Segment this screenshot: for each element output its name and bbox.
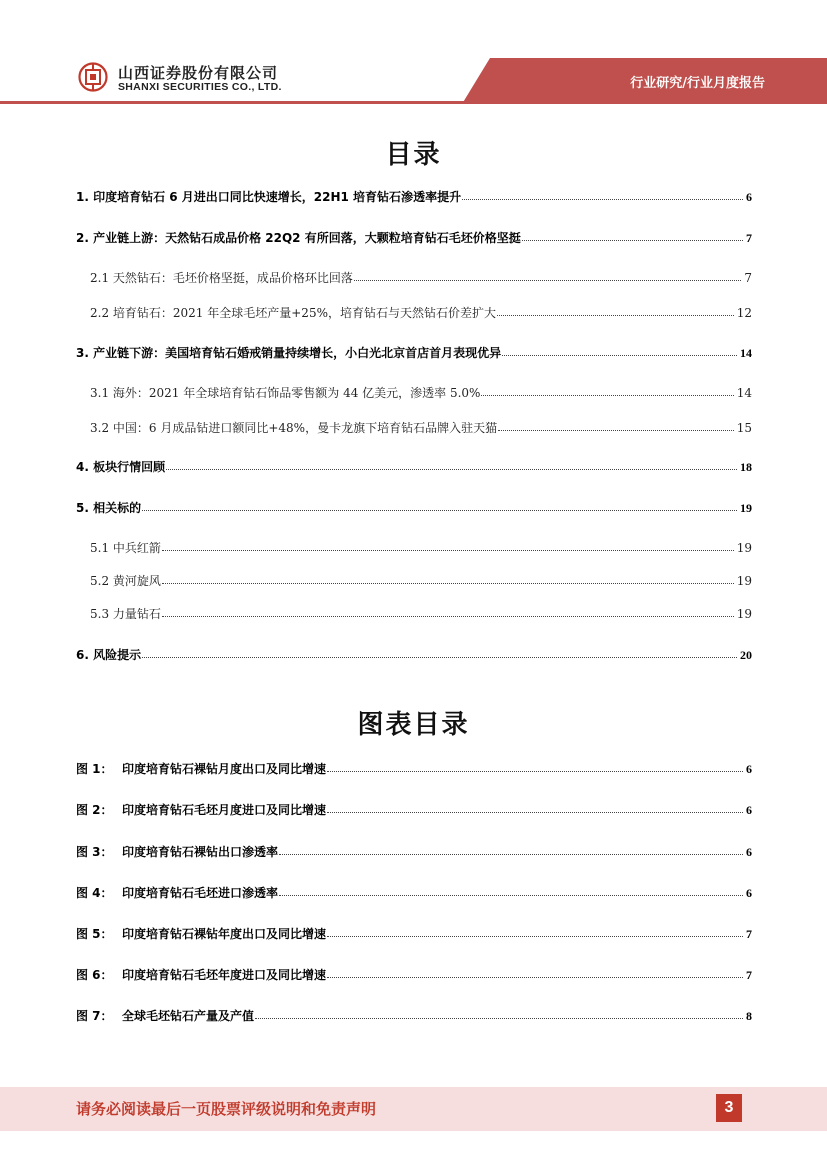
figure-page: 6 <box>746 886 752 900</box>
toc-item-label: 2.1 天然钻石：毛坯价格坚挺，成品价格环比回落 <box>90 271 353 285</box>
toc-subitem[interactable] <box>90 269 752 287</box>
toc-item-label: 5. 相关标的 <box>76 501 142 515</box>
toc-item-page: 14 <box>740 346 752 360</box>
toc-item-page: 19 <box>736 541 752 555</box>
toc-item-page: 15 <box>736 421 752 435</box>
figure-number: 图 6： <box>76 968 113 982</box>
toc-subitem[interactable] <box>90 304 752 322</box>
toc-item-label: 5.3 力量钻石 <box>90 607 161 621</box>
toc-item[interactable] <box>76 188 752 206</box>
leader-dots <box>481 384 733 396</box>
figure-page: 7 <box>746 927 752 941</box>
leader-dots <box>327 760 743 772</box>
toc-item-label: 3. 产业链下游：美国培育钻石婚戒销量持续增长，小白光北京首店首月表现优异 <box>76 346 502 360</box>
leader-dots <box>327 966 743 978</box>
toc-item-page: 19 <box>736 574 752 588</box>
figure-label: 全球毛坯钻石产量及产值 <box>122 1009 255 1023</box>
toc-item-label: 4. 板块行情回顾 <box>76 460 166 474</box>
figure-label: 印度培育钻石裸钻年度出口及同比增速 <box>122 927 327 941</box>
leader-dots <box>502 344 737 356</box>
toc-subitem[interactable] <box>90 605 752 623</box>
page-number: 3 <box>716 1094 742 1122</box>
toc-item-page: 14 <box>736 386 752 400</box>
leader-dots <box>142 646 737 658</box>
leader-dots <box>327 801 743 813</box>
figure-label: 印度培育钻石裸钻月度出口及同比增速 <box>122 762 327 776</box>
figure-item[interactable] <box>76 966 752 984</box>
toc-item[interactable] <box>76 646 752 664</box>
leader-dots <box>162 605 734 617</box>
footer-disclaimer: 请务必阅读最后一页股票评级说明和免责声明 <box>76 1100 377 1118</box>
leader-dots <box>522 229 743 241</box>
leader-dots <box>354 269 741 281</box>
toc-item-label: 2.2 培育钻石：2021 年全球毛坯产量+25%，培育钻石与天然钻石价差扩大 <box>90 306 496 320</box>
company-name-en: SHANXI SECURITIES CO., LTD. <box>118 81 282 93</box>
toc-item-label: 2. 产业链上游：天然钻石成品价格 22Q2 有所回落，大颗粒培育钻石毛坯价格坚挺 <box>76 231 521 245</box>
toc-item[interactable] <box>76 458 752 476</box>
figure-item[interactable] <box>76 801 752 819</box>
figure-label: 印度培育钻石毛坯月度进口及同比增速 <box>122 803 327 817</box>
toc-title: 目录 <box>385 140 442 170</box>
figure-label: 印度培育钻石毛坯进口渗透率 <box>122 886 279 900</box>
toc-subitem[interactable] <box>90 384 752 402</box>
toc-item-page: 7 <box>744 271 752 285</box>
figure-item[interactable] <box>76 1007 752 1025</box>
figure-page: 6 <box>746 803 752 817</box>
figure-page: 8 <box>746 1009 752 1023</box>
figure-number: 图 4： <box>76 886 113 900</box>
figure-number: 图 2： <box>76 803 113 817</box>
toc-item-page: 18 <box>740 460 752 474</box>
leader-dots <box>166 458 737 470</box>
leader-dots <box>279 884 743 896</box>
leader-dots <box>279 843 743 855</box>
toc-subitem[interactable] <box>90 539 752 557</box>
figure-item[interactable] <box>76 884 752 902</box>
figure-page: 6 <box>746 762 752 776</box>
leader-dots <box>498 419 734 431</box>
toc-item[interactable] <box>76 229 752 247</box>
toc-subitem[interactable] <box>90 419 752 437</box>
leader-dots <box>255 1007 743 1019</box>
toc-subitem[interactable] <box>90 572 752 590</box>
figure-item[interactable] <box>76 760 752 778</box>
figure-label: 印度培育钻石裸钻出口渗透率 <box>122 845 279 859</box>
leader-dots <box>327 925 743 937</box>
leader-dots <box>497 304 734 316</box>
leader-dots <box>162 572 734 584</box>
toc-item-label: 5.2 黄河旋风 <box>90 574 161 588</box>
toc-item-page: 7 <box>746 231 752 245</box>
toc-item-label: 1. 印度培育钻石 6 月进出口同比快速增长，22H1 培育钻石渗透率提升 <box>76 190 462 204</box>
figure-page: 6 <box>746 845 752 859</box>
toc-item-page: 20 <box>740 648 752 662</box>
company-name-cn: 山西证券股份有限公司 <box>118 64 279 82</box>
shanxi-securities-logo-icon <box>78 62 108 92</box>
toc-item-label: 5.1 中兵红箭 <box>90 541 161 555</box>
report-type-label: 行业研究/行业月度报告 <box>630 76 765 91</box>
toc-item[interactable] <box>76 499 752 517</box>
toc-item-page: 19 <box>736 607 752 621</box>
toc-item[interactable] <box>76 344 752 362</box>
toc-item-page: 19 <box>740 501 752 515</box>
figure-item[interactable] <box>76 843 752 861</box>
figures-title: 图表目录 <box>357 710 470 740</box>
figure-number: 图 5： <box>76 927 113 941</box>
figure-page: 7 <box>746 968 752 982</box>
figure-label: 印度培育钻石毛坯年度进口及同比增速 <box>122 968 327 982</box>
toc-item-page: 6 <box>746 190 752 204</box>
toc-item-page: 12 <box>736 306 752 320</box>
leader-dots <box>162 539 734 551</box>
header-divider <box>0 101 827 104</box>
page-header <box>0 0 827 104</box>
figure-number: 图 7： <box>76 1009 113 1023</box>
figure-item[interactable] <box>76 925 752 943</box>
toc-item-label: 3.2 中国：6 月成品钻进口额同比+48%，曼卡龙旗下培育钻石品牌入驻天猫 <box>90 421 498 435</box>
figure-number: 图 3： <box>76 845 113 859</box>
figure-number: 图 1： <box>76 762 113 776</box>
leader-dots <box>142 499 737 511</box>
leader-dots <box>462 188 743 200</box>
toc-item-label: 3.1 海外：2021 年全球培育钻石饰品零售额为 44 亿美元，渗透率 5.0% <box>90 386 481 400</box>
toc-item-label: 6. 风险提示 <box>76 648 142 662</box>
